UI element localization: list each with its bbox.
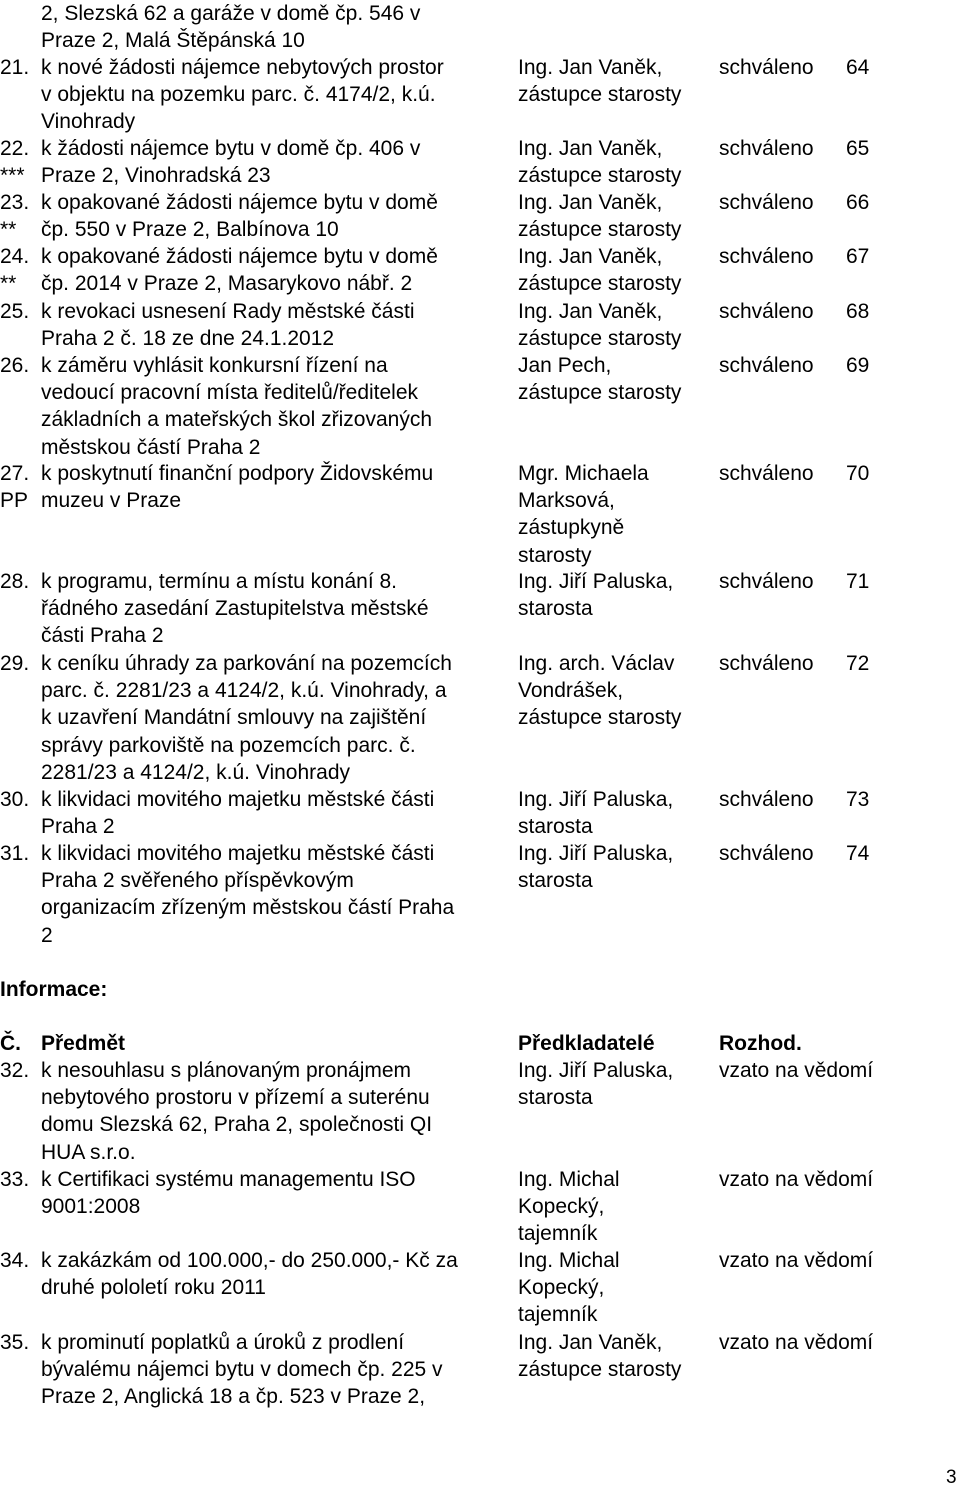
item-proposer: Ing. Jan Vaněk, zástupce starosty	[518, 56, 682, 107]
resolution-number: 65	[846, 137, 870, 160]
page-number: 3	[946, 1467, 957, 1488]
item-subject: k nesouhlasu s plánovaným pronájmem nebytového prostoru v přízemí a suterénu domu Slezská 62, Praha 2, společnosti QI HUA s.r.o.	[41, 1059, 433, 1164]
item-decision: vzato na vědomí	[719, 1331, 874, 1354]
item-decision: schváleno	[719, 191, 814, 214]
item-number: 27. PP	[0, 462, 30, 513]
resolution-number: 71	[846, 570, 870, 593]
item-number: 23. **	[0, 191, 30, 242]
item-subject: k opakované žádosti nájemce bytu v domě čp. 2014 v Praze 2, Masarykovo nábř. 2	[41, 245, 438, 296]
item-proposer: Ing. Jiří Paluska, starosta	[518, 788, 674, 839]
item-decision: schváleno	[719, 56, 814, 79]
item-subject: k poskytnutí finanční podpory Židovskému muzeu v Praze	[41, 462, 434, 513]
item-number: 29.	[0, 652, 30, 675]
item-subject: k Certifikaci systému managementu ISO 9001:2008	[41, 1168, 416, 1219]
item-subject: k nové žádosti nájemce nebytových prostor v objektu na pozemku parc. č. 4174/2, k.ú. Vinohrady	[41, 56, 444, 134]
item-number: 33.	[0, 1168, 30, 1191]
resolution-number: 69	[846, 354, 870, 377]
item-proposer: Ing. Jan Vaněk, zástupce starosty	[518, 300, 682, 351]
item-number: 24. **	[0, 245, 30, 296]
item-decision: schváleno	[719, 570, 814, 593]
item-decision: schváleno	[719, 137, 814, 160]
item-subject: k ceníku úhrady za parkování na pozemcích parc. č. 2281/23 a 4124/2, k.ú. Vinohrady, a k uzavření Mandátní smlouvy na zajištění správy parkoviště na pozemcích parc. č. 2281/23 a 4124/2, k.ú. Vinohrady	[41, 652, 452, 784]
item-subject: k prominutí poplatků a úroků z prodlení bývalému nájemci bytu v domech čp. 225 v Praze 2, Anglická 18 a čp. 523 v Praze 2,	[41, 1331, 443, 1409]
resolution-number: 67	[846, 245, 870, 268]
item-number: 25.	[0, 300, 30, 323]
item-decision: schváleno	[719, 245, 814, 268]
resolution-number: 72	[846, 652, 870, 675]
item-decision: vzato na vědomí	[719, 1249, 874, 1272]
item-number: 21.	[0, 56, 30, 79]
item-subject: k opakované žádosti nájemce bytu v domě čp. 550 v Praze 2, Balbínova 10	[41, 191, 438, 242]
item-number: 32.	[0, 1059, 30, 1082]
header-decision: Rozhod.	[719, 1032, 802, 1055]
item-number: 28.	[0, 570, 30, 593]
resolution-number: 64	[846, 56, 870, 79]
item-subject: k revokaci usnesení Rady městské části Praha 2 č. 18 ze dne 24.1.2012	[41, 300, 415, 351]
section-heading-information: Informace:	[0, 978, 108, 1001]
item-decision: schváleno	[719, 354, 814, 377]
item-number: 31.	[0, 842, 30, 865]
item-subject: k zakázkám od 100.000,- do 250.000,- Kč za druhé pololetí roku 2011	[41, 1249, 458, 1300]
item-proposer: Ing. Jan Vaněk, zástupce starosty	[518, 1331, 682, 1382]
header-proposer: Předkladatelé	[518, 1032, 655, 1055]
item-number: 22. ***	[0, 137, 30, 188]
item-proposer: Mgr. Michaela Marksová, zástupkyně starosty	[518, 462, 649, 567]
item-number: 30.	[0, 788, 30, 811]
item-proposer: Ing. Michal Kopecký, tajemník	[518, 1249, 620, 1327]
header-subject: Předmět	[41, 1032, 126, 1055]
item-decision: schváleno	[719, 300, 814, 323]
item-decision: schváleno	[719, 652, 814, 675]
resolution-number: 68	[846, 300, 870, 323]
item-decision: schváleno	[719, 788, 814, 811]
item-number: 26.	[0, 354, 30, 377]
item-subject: k likvidaci movitého majetku městské části Praha 2	[41, 788, 435, 839]
item-proposer: Ing. Jiří Paluska, starosta	[518, 570, 674, 621]
resolution-number: 74	[846, 842, 870, 865]
item-proposer: Ing. Jan Vaněk, zástupce starosty	[518, 137, 682, 188]
header-number: Č.	[0, 1032, 21, 1055]
resolution-number: 66	[846, 191, 870, 214]
item-number: 34.	[0, 1249, 30, 1272]
item-subject: k programu, termínu a místu konání 8. řádného zasedání Zastupitelstva městské části Praha 2	[41, 570, 429, 648]
continuation-line: 2, Slezská 62 a garáže v domě čp. 546 v	[41, 2, 421, 25]
item-proposer: Jan Pech, zástupce starosty	[518, 354, 682, 405]
item-proposer: Ing. arch. Václav Vondrášek, zástupce starosty	[518, 652, 682, 730]
item-number: 35.	[0, 1331, 30, 1354]
item-proposer: Ing. Jan Vaněk, zástupce starosty	[518, 245, 682, 296]
continuation-line: Praze 2, Malá Štěpánská 10	[41, 29, 305, 53]
item-decision: schváleno	[719, 462, 814, 485]
item-decision: schváleno	[719, 842, 814, 865]
item-decision: vzato na vědomí	[719, 1168, 874, 1191]
item-proposer: Ing. Michal Kopecký, tajemník	[518, 1168, 620, 1246]
resolution-number: 70	[846, 462, 870, 485]
item-proposer: Ing. Jan Vaněk, zástupce starosty	[518, 191, 682, 242]
item-proposer: Ing. Jiří Paluska, starosta	[518, 1059, 674, 1110]
item-proposer: Ing. Jiří Paluska, starosta	[518, 842, 674, 893]
item-subject: k likvidaci movitého majetku městské části Praha 2 svěřeného příspěvkovým organizacím zřízeným městskou částí Praha 2	[41, 842, 455, 947]
resolution-number: 73	[846, 788, 870, 811]
item-subject: k žádosti nájemce bytu v domě čp. 406 v Praze 2, Vinohradská 23	[41, 137, 421, 188]
item-subject: k záměru vyhlásit konkursní řízení na vedoucí pracovní místa ředitelů/ředitelek základních a mateřských škol zřizovaných městskou částí Praha 2	[41, 354, 432, 459]
item-decision: vzato na vědomí	[719, 1059, 874, 1082]
